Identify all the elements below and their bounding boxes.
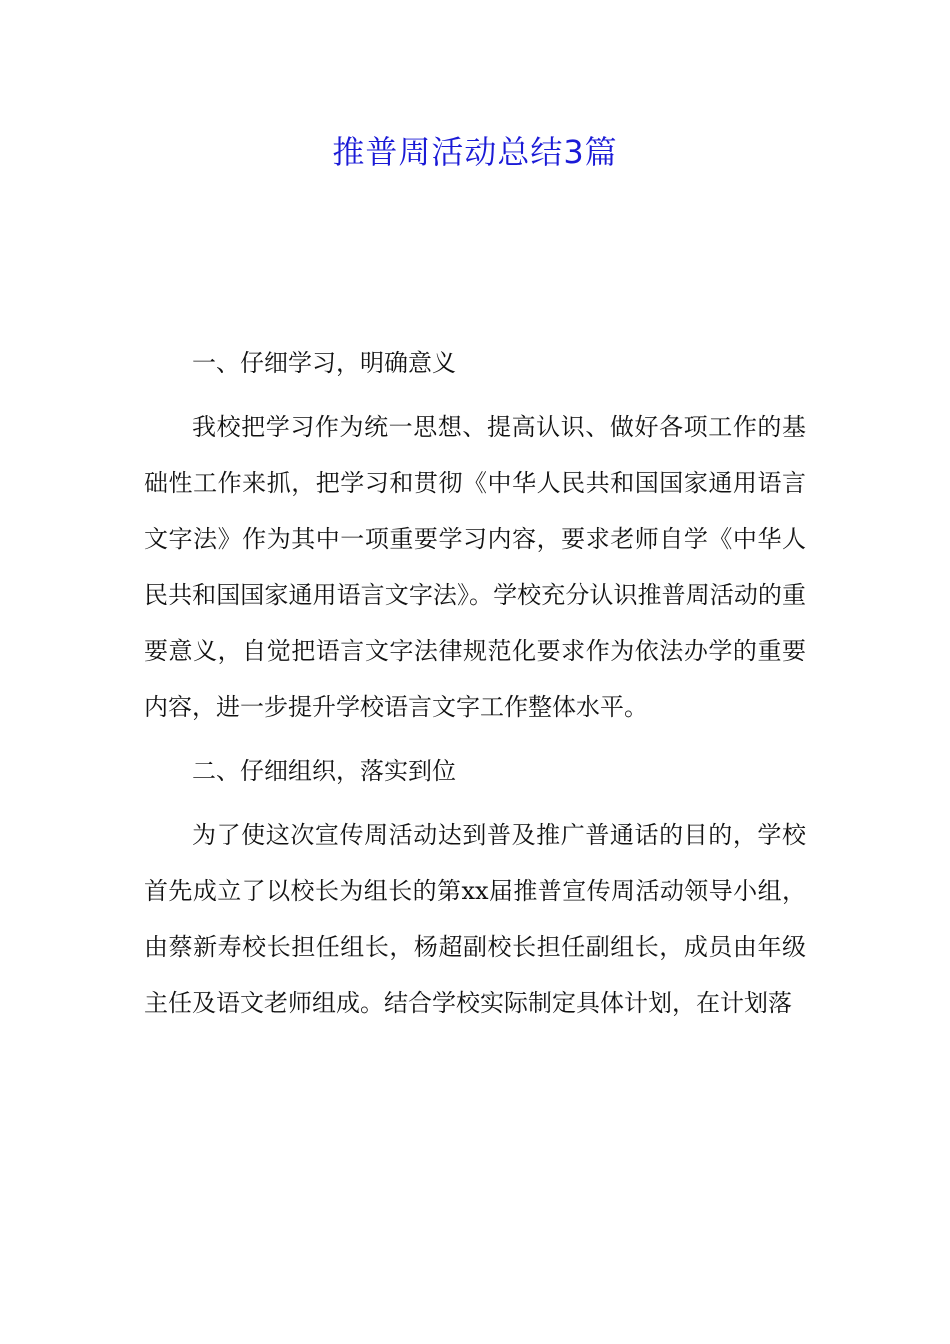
paragraph-2: 为了使这次宣传周活动达到普及推广普通话的目的，学校首先成立了以校长为组长的第xx届推普宣传周活动领导小组，由蔡新寿校长担任组长，杨超副校长担任副组长，成员由年级主任及语文老师组成。结合学校实际制定具体计划，在计划落 [144,821,806,1017]
document-title: 推普周活动总结3篇 [332,133,618,171]
section-heading-1: 一、仔细学习，明确意义 [192,349,456,377]
section-heading-2: 二、仔细组织，落实到位 [192,757,456,785]
document-body [144,335,806,1031]
paragraph-1: 我校把学习作为统一思想、提高认识、做好各项工作的基础性工作来抓，把学习和贯彻《中华人民共和国国家通用语言文字法》作为其中一项重要学习内容，要求老师自学《中华人民共和国国家通用语言文字法》。学校充分认识推普周活动的重要意义，自觉把语言文字法律规范化要求作为依法办学的重要内容，进一步提升学校语言文字工作整体水平。 [144,413,806,721]
